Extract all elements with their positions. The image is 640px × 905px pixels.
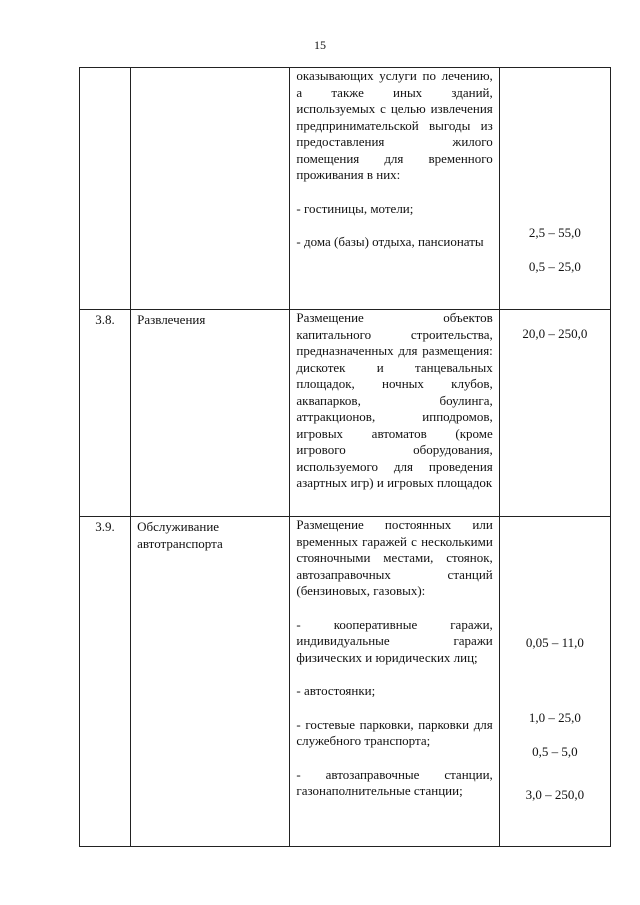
description-paragraph: Размещение постоянных или временных гаражей с несколькими стояночными местами, стоянок, автозаправочных станций (бензиновых, газовых): [296, 517, 493, 598]
value-range: 1,0 – 25,0 [528, 709, 581, 725]
row-name-cell: Обслуживание автотранспорта [131, 517, 290, 847]
row-number-cell: 3.9. [80, 517, 131, 847]
description-paragraph: - автостоянки; [296, 683, 376, 698]
row-number-cell: 3.8. [80, 310, 131, 517]
table-row [80, 310, 611, 517]
row-name-cell: Развлечения [131, 310, 290, 517]
value-range: 20,0 – 250,0 [522, 326, 588, 341]
value-range: 0,05 – 11,0 [525, 635, 584, 650]
value-range: 2,5 – 55,0 [528, 225, 581, 240]
row-number-cell [80, 68, 131, 310]
description-paragraph: Размещение объектов капитального строительства, предназначенных для размещения: дискотек и танцевальных площадок, ночных клубов, аквапарков, боулинга, аттракционов, ипподромов, игровых автоматов (кроме игрового оборудования, используемого для проведения азартных игр) и игровых площадок [296, 310, 493, 490]
row-value-cell [499, 68, 610, 310]
row-description-cell [290, 68, 499, 310]
row-name-cell [131, 68, 290, 310]
value-range: 3,0 – 250,0 [525, 786, 585, 802]
row-value-cell [499, 310, 610, 517]
value-range: 0,5 – 25,0 [528, 258, 581, 274]
table-row [80, 68, 611, 310]
row-description-cell [290, 517, 499, 847]
row-description-cell [290, 310, 499, 517]
value-range: 0,5 – 5,0 [532, 744, 578, 759]
row-value-cell [499, 517, 610, 847]
description-paragraph: - кооперативные гаражи, индивидуальные гаражи физических и юридических лиц; [296, 616, 493, 665]
description-paragraph: оказывающих услуги по лечению, а также иных зданий, используемых с целью извлечения предпринимательской выгоды из предоставления жилого помещения для временного проживания в них: [296, 68, 493, 182]
description-paragraph: - дома (базы) отдыха, пансионаты [296, 234, 484, 249]
table-row [80, 517, 611, 847]
description-paragraph: - гостиницы, мотели; [296, 200, 414, 216]
description-paragraph: - гостевые парковки, парковки для служебного транспорта; [296, 716, 493, 748]
land-use-table [79, 67, 611, 847]
page-number: 15 [314, 38, 326, 52]
description-paragraph: - автозаправочные станции, газонаполнительные станции; [296, 766, 493, 798]
